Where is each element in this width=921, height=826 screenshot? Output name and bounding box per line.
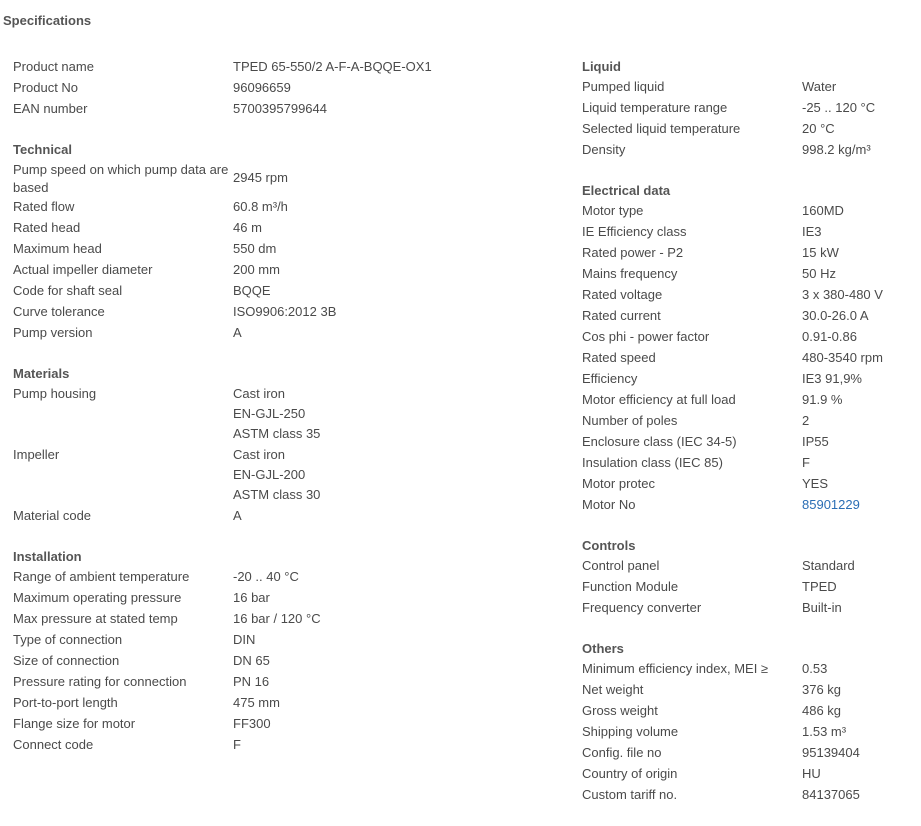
spec-value-line: IP55 — [802, 434, 829, 449]
spec-value — [233, 588, 568, 609]
spec-value — [233, 384, 568, 445]
spec-value — [233, 160, 568, 197]
section-title: Others — [582, 641, 624, 656]
spec-value — [802, 285, 902, 306]
spec-row-impeller — [13, 445, 568, 506]
spec-value-line: F — [233, 737, 241, 752]
spec-value-line: 16 bar / 120 °C — [233, 611, 321, 626]
spec-label: Config. file no — [582, 745, 662, 760]
section-controls — [582, 536, 902, 619]
spec-value — [802, 98, 902, 119]
spec-label: Frequency converter — [582, 600, 702, 615]
spec-value-line: DN 65 — [233, 653, 270, 668]
spec-row-range-of-ambient-temperature — [13, 567, 568, 588]
spec-value — [233, 197, 568, 218]
spec-value-line: F — [802, 455, 810, 470]
spec-label: IE Efficiency class — [582, 224, 687, 239]
spec-label: Code for shaft seal — [13, 283, 123, 298]
spec-value — [802, 432, 902, 453]
spec-row-connect-code — [13, 735, 568, 756]
spec-value — [802, 764, 902, 785]
spec-row-enclosure-class-iec-34-5 — [582, 432, 902, 453]
spec-value-line: HU — [802, 766, 821, 781]
spec-value — [802, 598, 902, 619]
spec-row-curve-tolerance — [13, 302, 568, 323]
spec-row-rated-flow — [13, 197, 568, 218]
section-others — [582, 639, 902, 806]
section-title: Liquid — [582, 59, 621, 74]
spec-value-line: 550 dm — [233, 241, 277, 256]
spec-row-motor-type — [582, 201, 902, 222]
spec-label: Control panel — [582, 558, 660, 573]
spec-row-type-of-connection — [13, 630, 568, 651]
spec-label: Number of poles — [582, 413, 678, 428]
spec-value-line: IE3 — [802, 224, 822, 239]
spec-value — [802, 77, 902, 98]
spec-value-line: 20 °C — [802, 121, 835, 136]
spec-label: Motor protec — [582, 476, 655, 491]
spec-value — [802, 701, 902, 722]
spec-value-line: 998.2 kg/m³ — [802, 142, 871, 157]
section-product-info — [13, 57, 568, 120]
spec-value-line: 486 kg — [802, 703, 842, 718]
spec-value-line: YES — [802, 476, 829, 491]
spec-value — [802, 119, 902, 140]
spec-label: Pump version — [13, 325, 93, 340]
spec-value — [802, 722, 902, 743]
spec-value — [233, 735, 568, 756]
spec-row-code-for-shaft-seal — [13, 281, 568, 302]
spec-row-material-code — [13, 506, 568, 527]
spec-label: Pump speed on which pump data are based — [13, 162, 229, 195]
spec-value-line: -25 .. 120 °C — [802, 100, 876, 115]
spec-label: Maximum head — [13, 241, 102, 256]
spec-value-line: 2 — [802, 413, 810, 428]
spec-value-line: 475 mm — [233, 695, 280, 710]
spec-label: Function Module — [582, 579, 679, 594]
spec-value — [233, 239, 568, 260]
spec-row-maximum-operating-pressure — [13, 588, 568, 609]
spec-label: Cos phi - power factor — [582, 329, 710, 344]
spec-value — [802, 327, 902, 348]
spec-value-line: 50 Hz — [802, 266, 836, 281]
spec-value-line: 200 mm — [233, 262, 280, 277]
spec-value — [802, 659, 902, 680]
spec-label: Gross weight — [582, 703, 658, 718]
spec-value-line: Built-in — [802, 600, 842, 615]
spec-row-liquid-temperature-range — [582, 98, 902, 119]
spec-value-line: A — [233, 508, 242, 523]
spec-value-line: -20 .. 40 °C — [233, 569, 299, 584]
spec-value — [233, 323, 568, 344]
spec-value-line: IE3 91,9% — [802, 371, 862, 386]
spec-value — [802, 264, 902, 285]
spec-label: Impeller — [13, 447, 60, 462]
spec-value — [802, 348, 902, 369]
spec-row-efficiency — [582, 369, 902, 390]
spec-row-rated-speed — [582, 348, 902, 369]
spec-value — [233, 609, 568, 630]
spec-value — [802, 785, 902, 806]
spec-value — [233, 651, 568, 672]
spec-row-shipping-volume — [582, 722, 902, 743]
spec-label: Range of ambient temperature — [13, 569, 190, 584]
spec-value-line: 0.53 — [802, 661, 828, 676]
spec-row-control-panel — [582, 556, 902, 577]
spec-row-density — [582, 140, 902, 161]
spec-value — [802, 453, 902, 474]
spec-value — [802, 577, 902, 598]
spec-value — [802, 680, 902, 701]
spec-row-custom-tariff-no — [582, 785, 902, 806]
spec-label: Enclosure class (IEC 34-5) — [582, 434, 737, 449]
spec-value-line: 60.8 m³/h — [233, 199, 288, 214]
spec-row-port-to-port-length — [13, 693, 568, 714]
right-column — [582, 57, 902, 826]
spec-value — [802, 201, 902, 222]
spec-value — [233, 630, 568, 651]
section-installation — [13, 547, 568, 756]
spec-value — [802, 222, 902, 243]
spec-row-mains-frequency — [582, 264, 902, 285]
spec-value-line: DIN — [233, 632, 256, 647]
spec-value — [233, 78, 568, 99]
section-title: Installation — [13, 549, 82, 564]
spec-label: Size of connection — [13, 653, 120, 668]
spec-value-line: 0.91-0.86 — [802, 329, 857, 344]
spec-value-link[interactable]: 85901229 — [802, 497, 860, 512]
spec-value-line: 160MD — [802, 203, 844, 218]
spec-value-line: 46 m — [233, 220, 262, 235]
spec-value-line: 3 x 380-480 V — [802, 287, 883, 302]
section-technical — [13, 140, 568, 344]
page-title: Specifications — [3, 13, 92, 28]
spec-row-config-file-no — [582, 743, 902, 764]
spec-row-rated-power-p2 — [582, 243, 902, 264]
spec-row-ean-number — [13, 99, 568, 120]
spec-label: Curve tolerance — [13, 304, 105, 319]
spec-value — [233, 567, 568, 588]
spec-label: Custom tariff no. — [582, 787, 678, 802]
spec-label: Actual impeller diameter — [13, 262, 153, 277]
spec-row-actual-impeller-diameter — [13, 260, 568, 281]
spec-value-line: Water — [802, 79, 837, 94]
spec-value — [802, 743, 902, 764]
spec-value-line: 1.53 m³ — [802, 724, 847, 739]
spec-value — [233, 714, 568, 735]
spec-label: Rated current — [582, 308, 661, 323]
spec-value-line: 91.9 % — [802, 392, 843, 407]
spec-label: Country of origin — [582, 766, 678, 781]
spec-value-line: 95139404 — [802, 745, 860, 760]
spec-label: Pressure rating for connection — [13, 674, 187, 689]
spec-label: Maximum operating pressure — [13, 590, 182, 605]
spec-value — [233, 672, 568, 693]
spec-value-line: EN-GJL-200 — [233, 467, 306, 482]
spec-row-maximum-head — [13, 239, 568, 260]
spec-row-product-no — [13, 78, 568, 99]
spec-row-pump-version — [13, 323, 568, 344]
spec-row-function-module — [582, 577, 902, 598]
spec-label: Type of connection — [13, 632, 123, 647]
spec-value-line: 16 bar — [233, 590, 270, 605]
spec-value — [233, 693, 568, 714]
spec-label: Density — [582, 142, 626, 157]
spec-label: Selected liquid temperature — [582, 121, 741, 136]
spec-value — [802, 243, 902, 264]
spec-row-net-weight — [582, 680, 902, 701]
spec-row-motor-efficiency-at-full-load — [582, 390, 902, 411]
spec-value — [802, 390, 902, 411]
spec-label: Port-to-port length — [13, 695, 118, 710]
spec-row-pump-housing — [13, 384, 568, 445]
spec-label: EAN number — [13, 101, 88, 116]
spec-label: Rated flow — [13, 199, 75, 214]
spec-row-country-of-origin — [582, 764, 902, 785]
spec-value — [802, 495, 902, 516]
spec-row-pumped-liquid — [582, 77, 902, 98]
spec-label: Motor efficiency at full load — [582, 392, 736, 407]
spec-label: Motor No — [582, 497, 636, 512]
spec-value — [802, 556, 902, 577]
spec-value-line: TPED — [802, 579, 837, 594]
spec-value — [802, 140, 902, 161]
spec-row-frequency-converter — [582, 598, 902, 619]
spec-value-line: BQQE — [233, 283, 271, 298]
section-title: Controls — [582, 538, 636, 553]
spec-value-line: 5700395799644 — [233, 101, 327, 116]
spec-value-line: Cast iron — [233, 386, 286, 401]
spec-label: Connect code — [13, 737, 94, 752]
spec-label: Pumped liquid — [582, 79, 665, 94]
spec-value — [233, 302, 568, 323]
spec-row-size-of-connection — [13, 651, 568, 672]
spec-row-cos-phi-power-factor — [582, 327, 902, 348]
section-title: Materials — [13, 366, 70, 381]
spec-label: Motor type — [582, 203, 644, 218]
spec-value — [802, 411, 902, 432]
spec-value — [802, 369, 902, 390]
spec-value-line: EN-GJL-250 — [233, 406, 306, 421]
spec-row-gross-weight — [582, 701, 902, 722]
spec-value-line: FF300 — [233, 716, 271, 731]
spec-label: Net weight — [582, 682, 644, 697]
spec-label: Product No — [13, 80, 79, 95]
spec-value — [233, 281, 568, 302]
spec-value — [233, 445, 568, 506]
section-electrical-data — [582, 181, 902, 516]
spec-value — [233, 99, 568, 120]
spec-label: Rated head — [13, 220, 81, 235]
spec-row-pressure-rating-for-connection — [13, 672, 568, 693]
left-column — [13, 57, 568, 776]
spec-label: Max pressure at stated temp — [13, 611, 178, 626]
spec-value-line: 96096659 — [233, 80, 291, 95]
spec-row-pump-speed-on-which-pump-data-are-based — [13, 160, 568, 197]
spec-label: Product name — [13, 59, 94, 74]
spec-value — [802, 306, 902, 327]
spec-row-motor-protec — [582, 474, 902, 495]
spec-row-selected-liquid-temperature — [582, 119, 902, 140]
spec-label: Minimum efficiency index, MEI ≥ — [582, 661, 769, 676]
spec-row-number-of-poles — [582, 411, 902, 432]
spec-value-line: ASTM class 35 — [233, 426, 321, 441]
spec-label: Liquid temperature range — [582, 100, 728, 115]
spec-row-product-name — [13, 57, 568, 78]
section-title: Electrical data — [582, 183, 671, 198]
spec-value — [233, 218, 568, 239]
spec-value-line: 480-3540 rpm — [802, 350, 883, 365]
spec-value-line: 376 kg — [802, 682, 842, 697]
spec-value-line: Cast iron — [233, 447, 286, 462]
spec-value-line: ASTM class 30 — [233, 487, 321, 502]
spec-label: Material code — [13, 508, 92, 523]
spec-row-insulation-class-iec-85 — [582, 453, 902, 474]
spec-value-line: Standard — [802, 558, 855, 573]
spec-label: Rated speed — [582, 350, 656, 365]
spec-value-line: 84137065 — [802, 787, 860, 802]
spec-label: Flange size for motor — [13, 716, 136, 731]
spec-row-flange-size-for-motor — [13, 714, 568, 735]
spec-value-line: TPED 65-550/2 A-F-A-BQQE-OX1 — [233, 59, 432, 74]
spec-label: Mains frequency — [582, 266, 678, 281]
spec-value — [233, 260, 568, 281]
spec-label: Rated power - P2 — [582, 245, 684, 260]
spec-label: Rated voltage — [582, 287, 663, 302]
spec-value — [802, 474, 902, 495]
spec-value-line: ISO9906:2012 3B — [233, 304, 337, 319]
spec-row-motor-no — [582, 495, 902, 516]
spec-value-line: 30.0-26.0 A — [802, 308, 869, 323]
spec-row-minimum-efficiency-index-mei — [582, 659, 902, 680]
spec-value-line: A — [233, 325, 242, 340]
spec-label: Shipping volume — [582, 724, 679, 739]
spec-value-line: 2945 rpm — [233, 170, 288, 185]
spec-value — [233, 506, 568, 527]
spec-label: Efficiency — [582, 371, 638, 386]
spec-label: Pump housing — [13, 386, 97, 401]
section-materials — [13, 364, 568, 527]
spec-value — [233, 57, 568, 78]
spec-row-rated-head — [13, 218, 568, 239]
spec-value-line: PN 16 — [233, 674, 270, 689]
spec-row-rated-voltage — [582, 285, 902, 306]
spec-row-max-pressure-at-stated-temp — [13, 609, 568, 630]
spec-label: Insulation class (IEC 85) — [582, 455, 723, 470]
spec-row-rated-current — [582, 306, 902, 327]
spec-row-ie-efficiency-class — [582, 222, 902, 243]
section-liquid — [582, 57, 902, 161]
section-title: Technical — [13, 142, 73, 157]
spec-value-line: 15 kW — [802, 245, 839, 260]
